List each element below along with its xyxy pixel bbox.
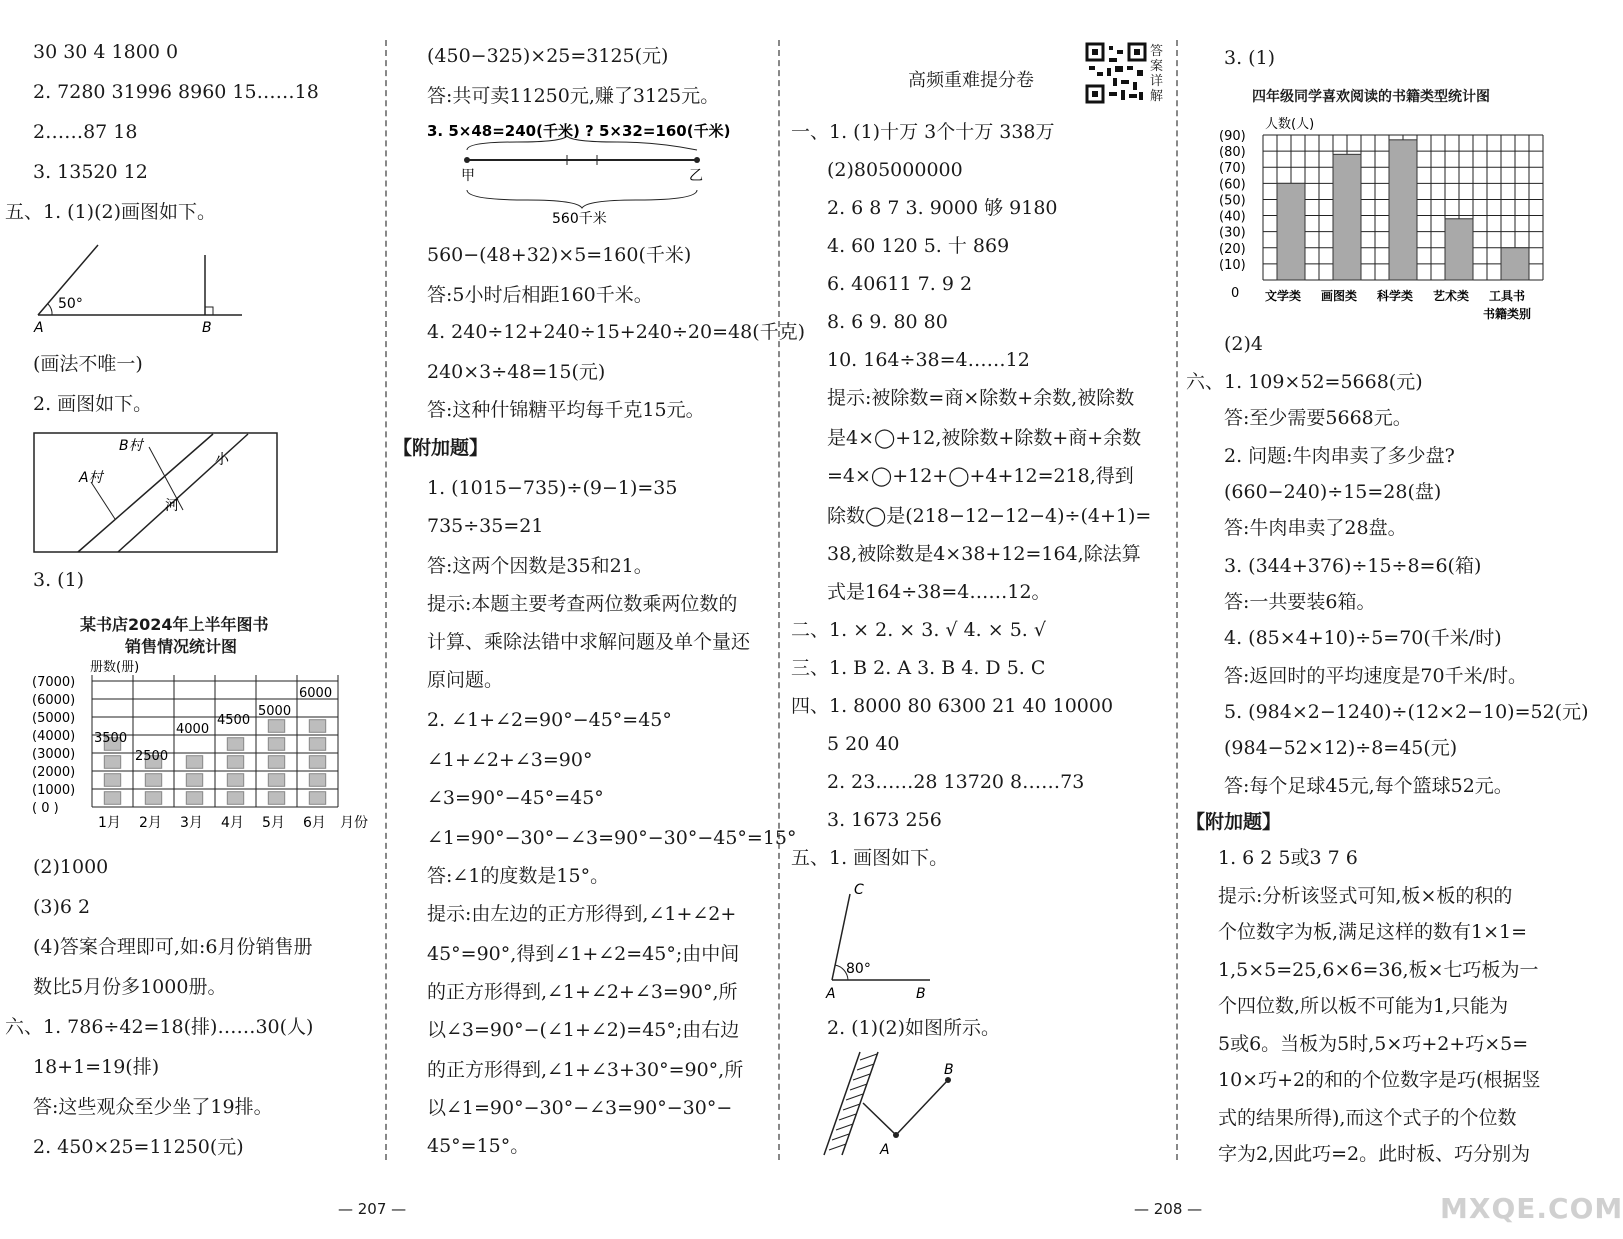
- answer-line: 答:一共要装6箱。: [1224, 591, 1376, 613]
- answer-line: 2. 问题:牛肉串卖了多少盘?: [1224, 445, 1455, 467]
- x-tick-label: 5月: [262, 815, 285, 831]
- column-divider-3: [1176, 40, 1178, 1160]
- bar: [1333, 154, 1361, 280]
- answer-line: 答:牛肉串卖了28盘。: [1224, 517, 1407, 539]
- answer-line: (2)805000000: [827, 159, 963, 181]
- hint-line: 提示:被除数=商×除数+余数,被除数: [827, 387, 1135, 409]
- bar: [1389, 140, 1417, 280]
- hint-line: 个四位数,所以板不可能为1,只能为: [1218, 995, 1509, 1017]
- hint-line: =4×◯+12+◯+4+12=218,得到: [827, 465, 1134, 487]
- x-tick-label: 艺术类: [1433, 289, 1470, 303]
- hint-line: 计算、乘除法错中求解问题及单个量还: [427, 631, 751, 653]
- x-tick-label: 6月: [303, 815, 326, 831]
- book-sales-bar-chart: [30, 655, 368, 835]
- answer-line: (4)答案合理即可,如:6月份销售册: [33, 936, 313, 958]
- hint-line: 38,被除数是4×38+12=164,除法算: [827, 543, 1141, 565]
- hint-line: 字为2,因此巧=2。此时板、巧分别为: [1218, 1143, 1531, 1165]
- answer-line: 5. (984×2−1240)÷(12×2−10)=52(元): [1224, 701, 1589, 723]
- answer-line: 2. 23……28 13720 8……73: [827, 771, 1085, 793]
- data-label: 5000: [258, 704, 292, 719]
- answer-line: 5 20 40: [827, 733, 900, 755]
- y-tick-label: (70): [1219, 161, 1246, 177]
- y-tick-label: (1000): [32, 783, 76, 798]
- point-b-label: B: [202, 320, 212, 336]
- answer-line: 10. 164÷38=4……12: [827, 349, 1030, 371]
- answer-line: 2……87 18: [33, 121, 138, 143]
- village-a-label: A村: [79, 470, 103, 486]
- point-b-label: B: [944, 1062, 954, 1078]
- bar-segment: [227, 738, 243, 751]
- chart-2-title: 四年级同学喜欢阅读的书籍类型统计图: [1252, 89, 1490, 105]
- distance-label: 560千米: [552, 211, 607, 227]
- x-tick-label: 工具书: [1489, 289, 1526, 303]
- bar-segment: [309, 738, 325, 751]
- answer-line: 四、1. 8000 80 6300 21 40 10000: [791, 695, 1114, 717]
- answer-line: 六、1. 786÷42=18(排)……30(人): [5, 1016, 314, 1038]
- y-tick-label: (2000): [32, 765, 76, 780]
- answer-line: 2. 6 8 7 3. 9000 够 9180: [827, 197, 1058, 219]
- answer-line: 答:这些观众至少坐了19排。: [33, 1096, 273, 1118]
- hint-line: 提示:分析该竖式可知,板×板的积的: [1218, 885, 1513, 907]
- watermark: MXQE.COM: [1440, 1192, 1623, 1225]
- y-tick-label: (7000): [32, 675, 76, 690]
- angle-figure-80: [820, 880, 950, 1005]
- hint-line: 原问题。: [427, 669, 504, 691]
- data-label: 4000: [176, 722, 210, 737]
- answer-line: (984−52×12)÷8=45(元): [1224, 737, 1458, 759]
- answer-line: 2. 7280 31996 8960 15……18: [33, 81, 319, 103]
- answer-line: (450−325)×25=3125(元): [427, 45, 669, 67]
- qr-code: [1085, 42, 1147, 104]
- bar-segment: [309, 720, 325, 733]
- hint-line: 的正方形得到,∠1+∠2+∠3=90°,所: [427, 981, 738, 1003]
- y-tick-label: ( 0 ): [32, 801, 59, 816]
- hint-line: 1,5×5=25,6×6=36,板×七巧板为一: [1218, 959, 1539, 981]
- bar-segment: [268, 738, 284, 751]
- x-tick-label: 1月: [98, 815, 121, 831]
- hint-line: 5或6。当板为5时,5×巧+2+巧×5=: [1218, 1033, 1529, 1055]
- x-tick-label: 科学类: [1377, 289, 1414, 303]
- shortest-path-figure: [820, 1050, 970, 1158]
- bar-segment: [309, 756, 325, 769]
- answer-line: 一、1. (1)十万 3个十万 338万: [791, 121, 1055, 143]
- answer-line: 二、1. × 2. × 3. √ 4. × 5. √: [791, 619, 1046, 641]
- answer-line: 五、1. 画图如下。: [791, 847, 949, 869]
- hint-line: 10×巧+2的和的个位数字是巧(根据竖: [1218, 1069, 1541, 1091]
- bar-segment: [145, 792, 161, 805]
- section-title: 高频重难提分卷: [908, 70, 1034, 91]
- answer-line: 4. (85×4+10)÷5=70(千米/时): [1224, 627, 1502, 649]
- y-tick-label: (5000): [32, 711, 76, 726]
- y-tick-label: (50): [1219, 193, 1246, 209]
- chart-1-title-line-2: 销售情况统计图: [125, 637, 238, 656]
- y-tick-label: (6000): [32, 693, 76, 708]
- x-axis-label: 书籍类别: [1483, 307, 1532, 321]
- y-tick-label: 0: [1231, 286, 1240, 301]
- village-b-label: B村: [119, 438, 143, 454]
- answer-line: ∠1=90°−30°−∠3=90°−30°−45°=15°: [427, 827, 797, 849]
- answer-line: 1. 6 2 5或3 7 6: [1218, 847, 1358, 869]
- river-label-1: 小: [215, 452, 229, 468]
- answer-line: 六、1. 109×52=5668(元): [1186, 371, 1423, 393]
- answer-line: 3. (344+376)÷15÷8=6(箱): [1224, 555, 1482, 577]
- bar: [1501, 248, 1529, 280]
- answer-line: 3. 1673 256: [827, 809, 942, 831]
- answer-line: 答:这两个因数是35和21。: [427, 555, 653, 577]
- answer-line: 答:∠1的度数是15°。: [427, 865, 610, 887]
- note-line: (画法不唯一): [33, 353, 143, 375]
- bar-segment: [268, 756, 284, 769]
- answer-line: 答:共可卖11250元,赚了3125元。: [427, 85, 720, 107]
- y-tick-label: (20): [1219, 241, 1246, 257]
- data-label: 6000: [299, 686, 333, 701]
- answer-line: 30 30 4 1800 0: [33, 41, 179, 63]
- hint-line: 提示:本题主要考查两位数乘两位数的: [427, 593, 738, 615]
- answer-line: 数比5月份多1000册。: [33, 976, 227, 998]
- bar-segment: [186, 774, 202, 787]
- page-number-right: — 208 —: [1134, 1200, 1203, 1218]
- answer-line: 答:返回时的平均速度是70千米/时。: [1224, 665, 1527, 687]
- answer-line: 答:这种什锦糖平均每千克15元。: [427, 399, 705, 421]
- column-divider-2: [778, 40, 780, 1160]
- answer-line: 3. (1): [1224, 47, 1276, 69]
- bar-segment: [145, 774, 161, 787]
- hint-line: 提示:由左边的正方形得到,∠1+∠2+: [427, 903, 737, 925]
- diagram-top-label: 3. 5×48=240(千米) ? 5×32=160(千米): [427, 122, 731, 140]
- x-tick-label: 2月: [139, 815, 162, 831]
- bar-segment: [104, 756, 120, 769]
- bar-segment: [104, 792, 120, 805]
- hint-line: 以∠1=90°−30°−∠3=90°−30°−: [427, 1097, 733, 1119]
- bar-segment: [227, 774, 243, 787]
- answer-line: ∠1+∠2+∠3=90°: [427, 749, 593, 771]
- hint-line: 个位数字为板,满足这样的数有1×1=: [1218, 921, 1528, 943]
- point-a-label: A: [34, 320, 44, 336]
- y-axis-label: 人数(人): [1265, 117, 1315, 132]
- bar-segment: [186, 792, 202, 805]
- answer-line: 五、1. (1)(2)画图如下。: [5, 201, 216, 223]
- answer-line: 1. (1015−735)÷(9−1)=35: [427, 477, 678, 499]
- data-label: 3500: [94, 731, 128, 746]
- point-c-label: C: [854, 882, 864, 898]
- hint-line: 除数◯是(218−12−12−4)÷(4+1)=: [827, 505, 1152, 527]
- answer-line: 4. 240÷12+240÷15+240÷20=48(千克): [427, 321, 806, 343]
- point-jia-label: 甲: [461, 168, 475, 184]
- data-label: 2500: [135, 749, 169, 764]
- hint-line: 是4×◯+12,被除数+除数+商+余数: [827, 427, 1142, 449]
- hint-line: 的正方形得到,∠1+∠3+30°=90°,所: [427, 1059, 744, 1081]
- point-a-label: A: [826, 986, 836, 1002]
- answer-line: 735÷35=21: [427, 515, 544, 537]
- y-tick-label: (10): [1219, 257, 1246, 273]
- point-a-label: A: [880, 1142, 890, 1158]
- data-label: 4500: [217, 713, 251, 728]
- hint-line: 45°=15°。: [427, 1135, 530, 1157]
- bar: [1277, 183, 1305, 280]
- bar-segment: [227, 756, 243, 769]
- chart-1-title-line-1: 某书店2024年上半年图书: [80, 615, 269, 634]
- answer-line: 答:至少需要5668元。: [1224, 407, 1412, 429]
- point-yi-label: 乙: [689, 168, 703, 184]
- x-tick-label: 画图类: [1321, 289, 1358, 303]
- angle-label: 80°: [846, 961, 871, 977]
- answer-line: (2)1000: [33, 856, 109, 878]
- answer-line: 8. 6 9. 80 80: [827, 311, 948, 333]
- y-axis-label: 册数(册): [90, 660, 140, 675]
- bar-segment: [104, 774, 120, 787]
- hint-line: 式的结果所得),而这个式子的个位数: [1218, 1107, 1517, 1129]
- angle-figure-50: [30, 240, 250, 335]
- angle-label: 50°: [58, 296, 83, 312]
- bonus-heading: 【附加题】: [1186, 811, 1282, 833]
- x-axis-label: 月份: [340, 815, 368, 831]
- answer-line: 6. 40611 7. 9 2: [827, 273, 973, 295]
- village-river-figure: [33, 432, 278, 554]
- answer-line: (2)4: [1224, 333, 1264, 355]
- bar-segment: [309, 774, 325, 787]
- bar-segment: [268, 720, 284, 733]
- answer-line: 3. (1): [33, 569, 85, 591]
- answer-line: ∠3=90°−45°=45°: [427, 787, 604, 809]
- y-tick-label: (30): [1219, 225, 1246, 241]
- answer-line: 2. 450×25=11250(元): [33, 1136, 244, 1158]
- bar-segment: [186, 756, 202, 769]
- answer-line: (660−240)÷15=28(盘): [1224, 481, 1442, 503]
- y-tick-label: (40): [1219, 209, 1246, 225]
- bar-segment: [268, 792, 284, 805]
- y-tick-label: (90): [1219, 129, 1246, 144]
- river-label-2: 河: [165, 498, 179, 514]
- answer-line: 三、1. B 2. A 3. B 4. D 5. C: [791, 657, 1046, 679]
- hint-line: 式是164÷38=4……12。: [827, 581, 1051, 603]
- answer-line: 2. ∠1+∠2=90°−45°=45°: [427, 709, 672, 731]
- answer-line: 4. 60 120 5. 十 869: [827, 235, 1010, 257]
- book-type-bar-chart: [1215, 110, 1555, 320]
- y-tick-label: (4000): [32, 729, 76, 744]
- answer-line: 18+1=19(排): [33, 1056, 160, 1078]
- y-tick-label: (80): [1219, 145, 1246, 161]
- distance-diagram: [427, 120, 747, 228]
- hint-line: 以∠3=90°−(∠1+∠2)=45°;由右边: [427, 1019, 740, 1041]
- x-tick-label: 4月: [221, 815, 244, 831]
- hint-line: 45°=90°,得到∠1+∠2=45°;由中间: [427, 943, 740, 965]
- bonus-heading: 【附加题】: [393, 437, 489, 459]
- bar-segment: [227, 792, 243, 805]
- answer-line: 3. 13520 12: [33, 161, 148, 183]
- y-tick-label: (3000): [32, 747, 76, 762]
- answer-line: 2. 画图如下。: [33, 393, 153, 415]
- bar-segment: [268, 774, 284, 787]
- point-b-label: B: [916, 986, 926, 1002]
- x-tick-label: 文学类: [1265, 289, 1302, 303]
- answer-line: 560−(48+32)×5=160(千米): [427, 244, 692, 266]
- qr-caption: 答案详解: [1150, 44, 1164, 104]
- page-number-left: — 207 —: [338, 1200, 407, 1218]
- answer-line: (3)6 2: [33, 896, 91, 918]
- bar: [1445, 219, 1473, 280]
- answer-line: 2. (1)(2)如图所示。: [827, 1017, 1000, 1039]
- answer-line: 答:5小时后相距160千米。: [427, 284, 653, 306]
- bar-segment: [309, 792, 325, 805]
- answer-line: 240×3÷48=15(元): [427, 361, 606, 383]
- x-tick-label: 3月: [180, 815, 203, 831]
- column-divider-1: [385, 40, 387, 1160]
- answer-line: 答:每个足球45元,每个篮球52元。: [1224, 775, 1513, 797]
- y-tick-label: (60): [1219, 177, 1246, 193]
